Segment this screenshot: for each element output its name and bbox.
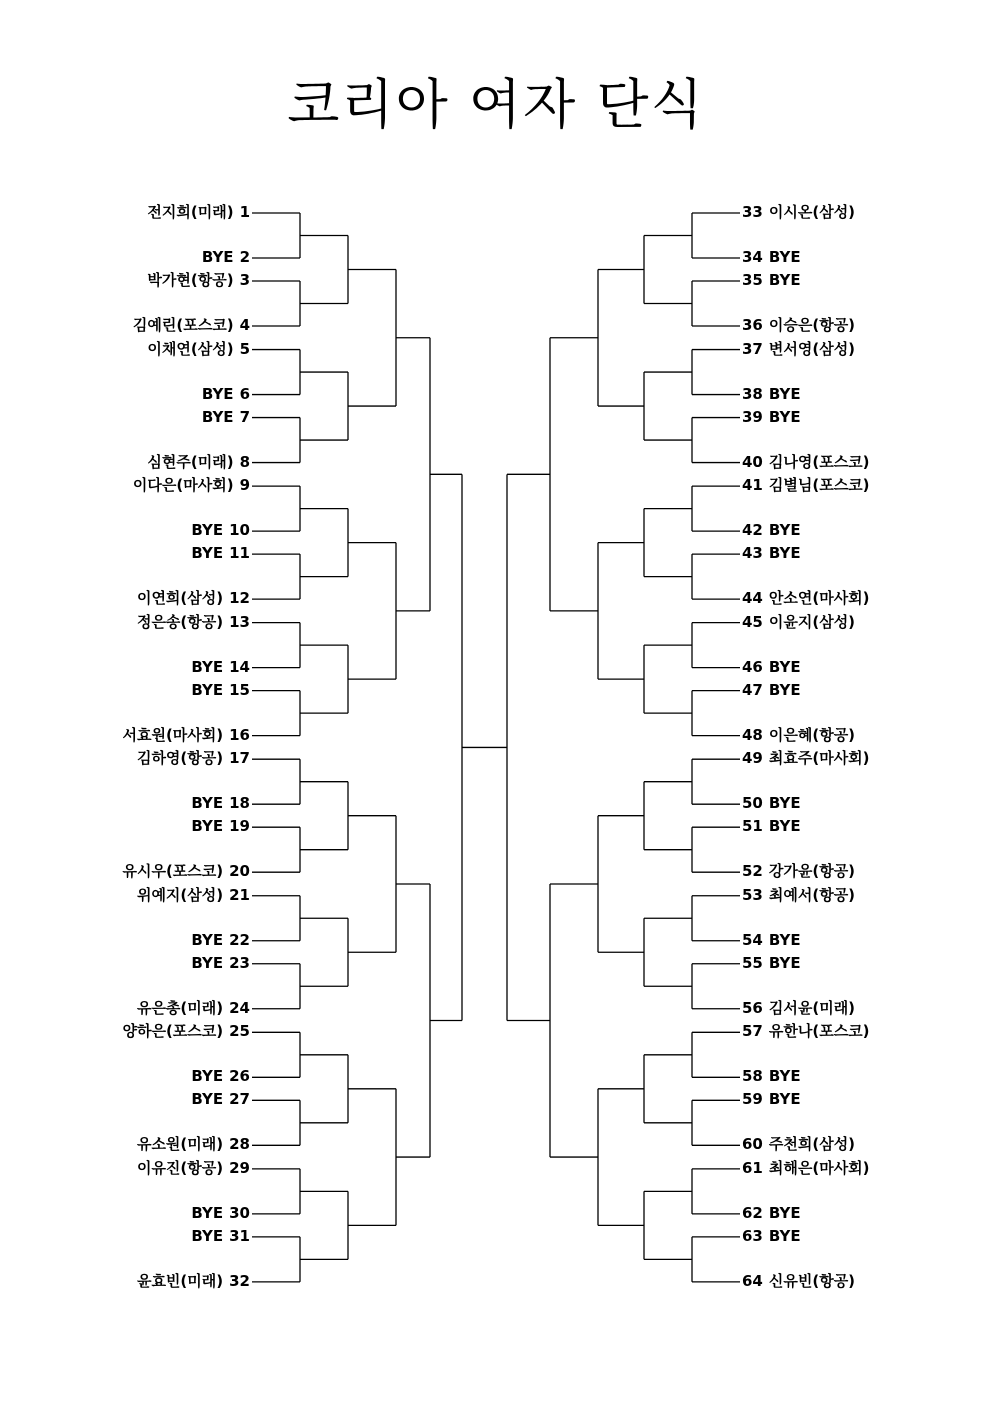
player-name: BYE <box>768 384 801 403</box>
player-name: 이유진(항공) <box>136 1158 224 1177</box>
seed-number: 52 <box>742 862 763 881</box>
right-bracket-entry <box>742 726 855 744</box>
player-name: 김하영(항공) <box>136 749 224 768</box>
left-bracket-entry <box>137 589 250 607</box>
seed-number: 35 <box>742 271 763 289</box>
seed-number: 60 <box>742 1135 763 1154</box>
left-bracket-entry <box>122 862 250 880</box>
seed-number: 51 <box>742 817 763 836</box>
seed-number: 19 <box>229 817 250 836</box>
player-name: 유시우(포스코) <box>122 862 224 881</box>
seed-number: 17 <box>229 749 250 768</box>
seed-number: 22 <box>229 930 250 949</box>
seed-number: 14 <box>229 657 250 676</box>
player-name: 강가윤(항공) <box>768 862 856 881</box>
left-bracket-entry <box>191 794 250 812</box>
right-bracket-entry <box>742 749 870 767</box>
seed-number: 7 <box>239 407 250 426</box>
left-bracket-entry <box>191 544 250 562</box>
player-name: 김나영(포스코) <box>768 452 870 471</box>
seed-number: 23 <box>229 953 250 972</box>
seed-number: 50 <box>742 794 763 813</box>
left-bracket-entry <box>191 954 250 972</box>
seed-number: 3 <box>239 271 250 289</box>
seed-number: 24 <box>229 998 250 1017</box>
seed-number: 11 <box>229 544 250 563</box>
seed-number: 5 <box>239 339 250 358</box>
right-bracket-entry <box>742 1022 870 1040</box>
seed-number: 4 <box>239 316 250 334</box>
seed-number: 8 <box>239 452 250 471</box>
left-bracket-entry <box>147 340 250 358</box>
seed-number: 61 <box>742 1158 763 1177</box>
seed-number: 34 <box>742 248 763 266</box>
player-name: 윤효빈(미래) <box>136 1271 224 1290</box>
player-name: BYE <box>191 1090 224 1109</box>
left-bracket-entry <box>147 271 250 289</box>
left-bracket-entry <box>191 817 250 835</box>
left-bracket-entry <box>191 521 250 539</box>
left-bracket-entry <box>191 681 250 699</box>
player-name: 이승은(항공) <box>768 316 856 334</box>
left-bracket-entry <box>122 726 250 744</box>
player-name: 양하은(포스코) <box>122 1022 224 1041</box>
seed-number: 58 <box>742 1067 763 1086</box>
seed-number: 47 <box>742 680 763 699</box>
player-name: BYE <box>768 544 801 563</box>
player-name: BYE <box>191 1226 224 1245</box>
player-name: 유소원(미래) <box>136 1135 224 1154</box>
player-name: 변서영(삼성) <box>768 339 856 358</box>
seed-number: 59 <box>742 1090 763 1109</box>
player-name: 안소연(마사회) <box>768 589 870 608</box>
left-bracket-entry <box>202 385 250 403</box>
seed-number: 27 <box>229 1090 250 1109</box>
right-bracket-entry <box>742 248 801 266</box>
right-bracket-entry <box>742 476 870 494</box>
seed-number: 30 <box>229 1203 250 1222</box>
seed-number: 56 <box>742 998 763 1017</box>
left-bracket-entry <box>133 316 250 334</box>
seed-number: 62 <box>742 1203 763 1222</box>
player-name: BYE <box>201 384 234 403</box>
player-name: 유은총(미래) <box>136 998 224 1017</box>
player-name: BYE <box>768 407 801 426</box>
seed-number: 31 <box>229 1226 250 1245</box>
seed-number: 41 <box>742 476 763 495</box>
seed-number: 64 <box>742 1271 763 1290</box>
seed-number: 43 <box>742 544 763 563</box>
seed-number: 63 <box>742 1226 763 1245</box>
player-name: BYE <box>768 680 801 699</box>
seed-number: 49 <box>742 749 763 768</box>
left-bracket-entry <box>137 1135 250 1153</box>
right-bracket-entry <box>742 681 801 699</box>
left-bracket-entry <box>147 453 250 471</box>
right-bracket-entry <box>742 931 801 949</box>
seed-number: 10 <box>229 521 250 540</box>
right-bracket-entry <box>742 1272 855 1290</box>
seed-number: 13 <box>229 612 250 631</box>
right-bracket-entry <box>742 271 801 289</box>
seed-number: 40 <box>742 452 763 471</box>
left-bracket-entry <box>191 1067 250 1085</box>
left-bracket-entry <box>122 1022 250 1040</box>
seed-number: 15 <box>229 680 250 699</box>
player-name: 이윤지(삼성) <box>768 612 856 631</box>
right-bracket-entry <box>742 408 801 426</box>
seed-number: 12 <box>229 589 250 608</box>
player-name: BYE <box>201 248 234 266</box>
player-name: BYE <box>191 521 224 540</box>
player-name: BYE <box>768 271 801 289</box>
player-name: BYE <box>768 521 801 540</box>
player-name: 최효주(마사회) <box>768 749 870 768</box>
seed-number: 16 <box>229 725 250 744</box>
left-bracket-entry <box>191 931 250 949</box>
seed-number: 1 <box>239 203 250 221</box>
seed-number: 37 <box>742 339 763 358</box>
player-name: 이은혜(항공) <box>768 725 856 744</box>
player-name: 정은송(항공) <box>136 612 224 631</box>
seed-number: 54 <box>742 930 763 949</box>
left-bracket-entry <box>137 1159 250 1177</box>
seed-number: 21 <box>229 885 250 904</box>
left-bracket-entry <box>133 476 250 494</box>
seed-number: 25 <box>229 1022 250 1041</box>
player-name: BYE <box>768 248 801 266</box>
right-bracket-entry <box>742 453 870 471</box>
seed-number: 18 <box>229 794 250 813</box>
seed-number: 32 <box>229 1271 250 1290</box>
player-name: BYE <box>768 657 801 676</box>
player-name: 이시온(삼성) <box>768 203 856 221</box>
player-name: 심현주(미래) <box>147 452 234 471</box>
player-name: BYE <box>768 817 801 836</box>
bracket-title: 코리아 여자 단식 <box>287 73 705 136</box>
player-name: BYE <box>191 930 224 949</box>
player-name: 유한나(포스코) <box>768 1022 870 1041</box>
player-name: 김별님(포스코) <box>768 476 870 495</box>
right-bracket-entry <box>742 954 801 972</box>
left-bracket-entry <box>191 1227 250 1245</box>
player-name: 위예지(삼성) <box>136 885 224 904</box>
left-bracket-entry <box>137 886 250 904</box>
seed-number: 38 <box>742 384 763 403</box>
left-bracket-entry <box>202 248 250 266</box>
right-bracket-entry <box>742 1227 801 1245</box>
player-name: BYE <box>768 1203 801 1222</box>
player-name: BYE <box>768 930 801 949</box>
player-name: 전지희(미래) <box>147 203 234 221</box>
player-name: BYE <box>191 544 224 563</box>
right-bracket-entry <box>742 521 801 539</box>
seed-number: 48 <box>742 725 763 744</box>
player-name: BYE <box>191 817 224 836</box>
player-name: 김서윤(미래) <box>768 998 856 1017</box>
player-name: 박가현(항공) <box>147 271 234 289</box>
seed-number: 45 <box>742 612 763 631</box>
player-name: BYE <box>191 680 224 699</box>
left-bracket-entry <box>147 203 250 221</box>
left-bracket-entry <box>137 749 250 767</box>
right-bracket-entry <box>742 817 801 835</box>
right-bracket-entry <box>742 316 855 334</box>
player-name: BYE <box>191 657 224 676</box>
right-bracket-entry <box>742 1090 801 1108</box>
player-name: BYE <box>768 953 801 972</box>
right-bracket-entry <box>742 999 855 1017</box>
seed-number: 57 <box>742 1022 763 1041</box>
player-name: BYE <box>191 1067 224 1086</box>
left-bracket-entry <box>137 999 250 1017</box>
player-name: BYE <box>191 794 224 813</box>
seed-number: 39 <box>742 407 763 426</box>
right-bracket-entry <box>742 385 801 403</box>
left-bracket-entry <box>202 408 250 426</box>
seed-number: 46 <box>742 657 763 676</box>
right-bracket-entry <box>742 1135 855 1153</box>
right-bracket-entry <box>742 589 870 607</box>
right-bracket-entry <box>742 862 855 880</box>
left-bracket-entry <box>191 1204 250 1222</box>
player-name: 서효원(마사회) <box>122 725 224 744</box>
right-bracket-entry <box>742 340 855 358</box>
right-bracket-entry <box>742 613 855 631</box>
left-bracket-entry <box>137 1272 250 1290</box>
player-name: 주천희(삼성) <box>768 1135 856 1154</box>
seed-number: 2 <box>239 248 250 266</box>
right-bracket-entry <box>742 1159 870 1177</box>
player-name: 신유빈(항공) <box>768 1271 856 1290</box>
left-bracket-entry <box>191 1090 250 1108</box>
left-bracket-entry <box>191 658 250 676</box>
right-bracket-entry <box>742 658 801 676</box>
player-name: 이채연(삼성) <box>147 339 234 358</box>
player-name: 김예린(포스코) <box>132 316 234 334</box>
right-bracket-entry <box>742 544 801 562</box>
player-name: BYE <box>201 407 234 426</box>
right-bracket-entry <box>742 886 855 904</box>
player-name: BYE <box>768 794 801 813</box>
seed-number: 33 <box>742 203 763 221</box>
player-name: BYE <box>768 1090 801 1109</box>
seed-number: 44 <box>742 589 763 608</box>
seed-number: 36 <box>742 316 763 334</box>
player-name: BYE <box>191 1203 224 1222</box>
right-bracket-entry <box>742 1067 801 1085</box>
seed-number: 55 <box>742 953 763 972</box>
seed-number: 26 <box>229 1067 250 1086</box>
player-name: 이다은(마사회) <box>132 476 234 495</box>
player-name: 최해은(마사회) <box>768 1158 870 1177</box>
seed-number: 20 <box>229 862 250 881</box>
right-bracket-entry <box>742 1204 801 1222</box>
left-bracket-entry <box>137 613 250 631</box>
seed-number: 53 <box>742 885 763 904</box>
right-bracket-entry <box>742 203 855 221</box>
player-name: BYE <box>191 953 224 972</box>
right-bracket-entry <box>742 794 801 812</box>
player-name: BYE <box>768 1067 801 1086</box>
seed-number: 28 <box>229 1135 250 1154</box>
seed-number: 29 <box>229 1158 250 1177</box>
player-name: BYE <box>768 1226 801 1245</box>
seed-number: 9 <box>239 476 250 495</box>
player-name: 이연희(삼성) <box>136 589 224 608</box>
player-name: 최예서(항공) <box>768 885 856 904</box>
seed-number: 6 <box>239 384 250 403</box>
seed-number: 42 <box>742 521 763 540</box>
